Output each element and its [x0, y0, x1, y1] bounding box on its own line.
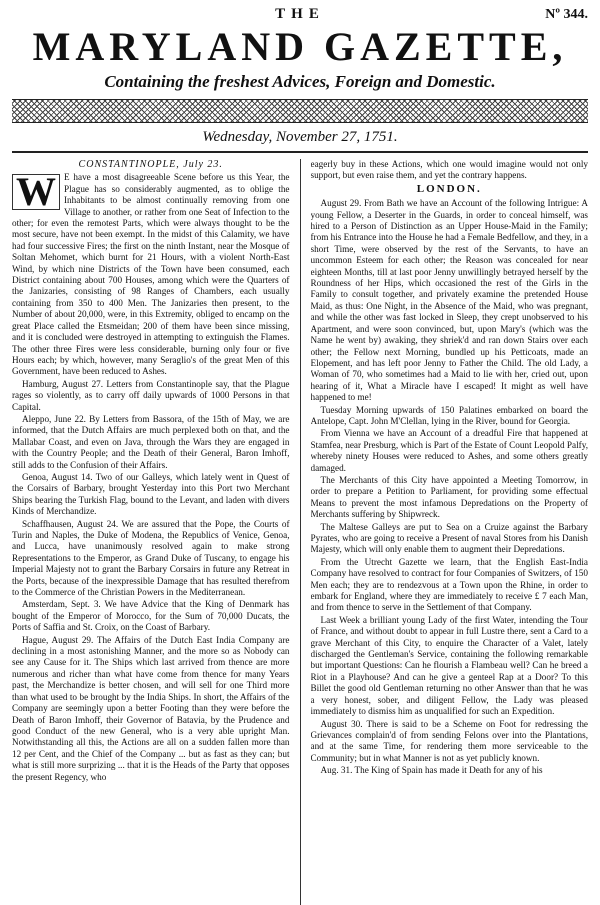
article-paragraph: From the Utrecht Gazette we learn, that the English East-India Company have resolved to contract for four Companies of Switzers, of 150 Men each; they are to rendezvous at a Town upon the Rhine, in order to embark for England, where they are immediately to receive £ 7 each Man, and from thence to serve in the Settlement of that Company.: [310, 556, 588, 613]
article-paragraph: Amsterdam, Sept. 3. We have Advice that the King of Denmark has bought of the Emperor of Morocco, for the Sum of 70,000 Ducats, the Ports of Saffia and St. Croix, on the Coast of Barbary.: [12, 599, 290, 633]
article-paragraph: Aug. 31. The King of Spain has made it Death for any of his: [320, 765, 543, 776]
drop-cap-letter: W: [12, 174, 60, 210]
article-paragraph: Hamburg, August 27. Letters from Constantinople say, that the Plague rages so violently, as to carry off daily upwards of 1000 Persons in that Capital.: [12, 378, 290, 412]
article-paragraph: Schaffhausen, August 24. We are assured that the Pope, the Courts of Turin and Naples, the Duke of Modena, the Republics of Venice, Genoa, and Lucca, have unanimously resolved again to make strong Representations to the Emperor, as Grand Duke of Tuscany, to engage his Imperial Majesty not to grant the Barbary Corsairs in future any Retreat in the Ports, because of the inexpressible Damage that has resulted therefrom to the Commerce of the Christian Powers in the Mediterranean.: [12, 518, 290, 598]
issue-number: Nº 344.: [545, 7, 588, 22]
article-paragraph: August 30. There is said to be a Scheme on Foot for redressing the Grievances complain'd of from sending Felons over into the Plantations, and at the same Time, for rendering them more serviceable to the Community; but in what Manner is not as yet publicly known.: [310, 718, 588, 763]
article-paragraph: The Maltese Galleys are put to Sea on a Cruize against the Barbary Pyrates, who are going to receive a Present of naval Stores from his Danish Majesty, which will only enable them to augment their Depredations.: [310, 521, 588, 555]
newspaper-page: [12, 5, 588, 895]
article-paragraph: The Merchants of this City have appointed a Meeting Tomorrow, in order to prepare a Petition to Parliament, for providing some effectual Means to prevent the most infamous Depredations on the Property of Merchants suffering by Shipwreck.: [310, 474, 588, 520]
masthead-the: THE: [275, 6, 325, 22]
article-paragraph: August 29. From Bath we have an Account of the following Intrigue: A young Fellow, a Deserter in the Guards, in order to conceal himself, was hired to a Person of Distinction as an Upper House-Maid in the Family; from his Entrance into the House he had a Female Bedfellow, and they, in a short Time, were observed by the rest of the Servants, to have an uncommon Esteem for each other; the Reason was concealed for near eighteen Months, till at last poor Jenny unwillingly betrayed herself by the Roundness of her Hips, which occasioned the rest of the Girls in the Family to consult together, and privately examine the pretended House Maid, as thus: One Night, in the Absence of the Maid, who was pregnant, and while the other was fast locked in Sleep, they crept unobserved to his Apartment, and were soon convinced, but, upon Mary's (which was the Name he went by) awaking, they shriek'd and ran down Stairs over each other; the Fellow next Morning, bundled up his Petticoats, made an Elopement, and has left poor Jenny to Father the Child. The old Lady, a Woman of 70, who sometimes had a Maid to lie with her, cried out, upon hearing of it, What a Miracle have I escaped! It might as well have happened to me!: [310, 198, 588, 403]
newspaper-title: MARYLAND GAZETTE,: [32, 24, 568, 69]
section-heading-london: LONDON.: [416, 182, 482, 195]
right-column: [311, 159, 589, 905]
lead-dateline: CONSTANTINOPLE, July 23.: [78, 159, 223, 170]
left-column: [12, 159, 290, 905]
lead-paragraph: W E have a most disagreeable Scene before us this Year, the Plague has so considerably augmented, as to oblige the Inhabitants to be almost continually removing from one Village to another, or rather from one Seat of Infection to the other; for even the remotest Parts, which were always thought to be the most secure, have not been exempt. In the midst of this Calamity, we have had four successive Fires; the first on the ninth Instant, near the Mosque of Soltan Mehomet, which burnt for 21 Hours, with a violent North-East Wind, by which nine Districts of the Town have been consumed, each District containing about 700 Houses, among which were the Quarters of the Janizaries, consisting of 98 Ranges of Chambers, each usually containing from 350 to 400 Men. The Janizaries then present, to the Number of about 20,000, were, in this Extremity, obliged to encamp on the great Place called the Etsmeidan; 200 of them have been since missing, and it is concluded were destroyed in attempting to extinguish the Flames. The other three Fires were less considerable, burning only four or five Hours each; by which, however, many Seraglio's of the great Men of this Government, have been reduced to Ashes.: [12, 169, 290, 377]
masthead: [12, 5, 588, 153]
continued-paragraph: eagerly buy in these Actions, which one would imagine would not only support, but even raise them, and yet the contrary happens.: [310, 159, 588, 181]
article-paragraph: Aleppo, June 22. By Letters from Bassora, of the 15th of May, we are informed, that the Dutch Affairs are much perplexed both on that, and the Mallabar Coast, and even on Java, through the Wars they are engaged in with the Country People; and the Death of their General, Baron Imhoff, still adds to the Confusion of their Affairs.: [12, 413, 290, 470]
ornamental-border: [12, 99, 588, 123]
issue-date: Wednesday, November 27, 1751.: [12, 125, 588, 153]
column-divider: [300, 159, 301, 905]
newspaper-subtitle: Containing the freshest Advices, Foreign and Domestic.: [104, 72, 496, 91]
article-paragraph: Hague, August 29. The Affairs of the Dutch East India Company are declining in a most astonishing Manner, and the more so as Nobody can see any Cause for it. The Ships which last arrived from thence are more numerous and richer than what have come from thence for many Years past, the Merchandize is better chosen, and will sell for one Third more than what used to be brought by the India Ships. In short, the Affairs of the Company are seemingly upon a better Footing than they were before the Death of Baron Imhoff, their Governor of Batavia, by the Prudence and good Conduct of the new General, who is a very able upright Man. Notwithstanding all this, the Actions are all on a sudden fallen more than 12 per Cent, and the Chief of the Company ... but as fast as they can; but what is still more surprizing ... that it is the Heads of the Party that opposes the present Regency, who: [12, 634, 290, 782]
article-paragraph: Last Week a brilliant young Lady of the first Water, intending the Tour of France, and without doubt to appear in full Lustre there, sent a Card to a grave Merchant of this City, to enquire the Character of a Valet, lately discharged the Gentleman's Service, containing the following remarkable but important Questions: Can he flourish a Flambeau well? Can he breed a Riot in a Playhouse? And can he give a genteel Rap at a Door? To this Billet the good old Gentleman returning no other Answer than that he was a very honest, sober, and diligent Fellow, the Lady was pleased immediately to dismiss him as unqualified for such an Expedition.: [310, 614, 588, 717]
article-paragraph: Tuesday Morning upwards of 150 Palatines embarked on board the Antelope, Capt. John M'Clellan, lying in the River, bound for Georgia.: [310, 404, 588, 426]
article-paragraph: From Vienna we have an Account of a dreadful Fire that happened at Stamfea, near Presburg, which is Part of the Estate of Count Leopold Palfy, whereby ninety Houses were reduced to Ashes, and some others greatly damaged.: [310, 428, 588, 473]
article-paragraph: Genoa, August 14. Two of our Galleys, which lately went in Quest of the Corsairs of Barbary, brought Yesterday into this Port two Merchant Ships bearing the Turkish Flag, bound to the Levant, and laden with divers Kinds of Merchandize.: [12, 471, 290, 517]
article-columns: [12, 159, 588, 905]
